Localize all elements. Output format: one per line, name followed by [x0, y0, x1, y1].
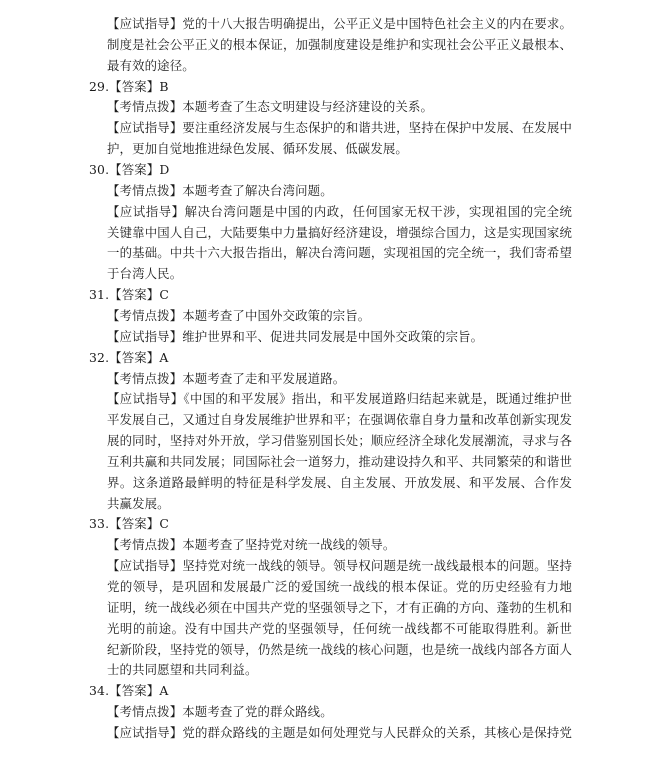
answer-heading: 33.【答案】C [89, 516, 169, 532]
text-line: 纪新阶段，坚持党的领导，仍然是统一战线的核心问题，也是统一战线内部各方面人 [107, 641, 572, 657]
text-line: 展的同时，坚持对外开放，学习借鉴别国长处；顺应经济全球化发展潮流，寻求与各 [107, 433, 572, 448]
text-line: 于台湾人民。 [107, 266, 183, 282]
answer-heading: 31.【答案】C [89, 287, 169, 303]
text-line: 【考情点拨】本题考查了坚持党对统一战线的领导。 [107, 537, 396, 553]
text-line: 【考情点拨】本题考查了生态文明建设与经济建设的关系。 [107, 99, 434, 115]
text-line: 界。这条道路最鲜明的特征是科学发展、自主发展、开放发展、和平发展、合作发 [107, 474, 572, 490]
answer-heading: 34.【答案】A [89, 683, 169, 699]
text-line: 共赢发展。 [107, 495, 170, 511]
text-line: 【应试指导】解决台湾问题是中国的内政，任何国家无权干涉，实现祖国的完全统 [107, 203, 572, 219]
text-line: 【应试指导】维护世界和平、促进共同发展是中国外交政策的宗旨。 [107, 328, 484, 344]
text-line: 最有效的途径。 [107, 57, 195, 73]
text-line: 平发展自己，又通过自身发展维护世界和平；在强调依靠自身力量和改革创新实现发 [107, 412, 572, 428]
text-line: 党的领导，是巩固和发展最广泛的爱国统一战线的根本保证。党的历史经验有力地 [107, 579, 572, 594]
text-line: 【考情点拨】本题考查了走和平发展道路。 [107, 370, 346, 386]
text-line: 【应试指导】党的群众路线的主题是如何处理党与人民群众的关系，其核心是保持党 [107, 724, 572, 740]
text-line: 证明，统一战线必须在中国共产党的坚强领导之下，才有正确的方向、蓬勃的生机和 [107, 599, 572, 615]
text-line: 【应试指导】《中国的和平发展》指出，和平发展道路归结起来就是，既通过维护世 [107, 391, 572, 407]
text-line: 制度是社会公平正义的根本保证，加强制度建设是维护和实现社会公平正义最根本、 [107, 36, 572, 52]
text-line: 【应试指导】要注重经济发展与生态保护的和谐共进，坚持在保护中发展、在发展中 [107, 120, 572, 136]
text-line: 【应试指导】党的十八大报告明确提出，公平正义是中国特色社会主义的内在要求。 [107, 16, 572, 31]
text-line: 【考情点拨】本题考查了解决台湾问题。 [107, 182, 333, 198]
text-line: 【应试指导】坚持党对统一战线的领导。领导权问题是统一战线最根本的问题。坚持 [107, 558, 572, 574]
text-line: 士的共同愿望和共同利益。 [107, 662, 258, 678]
answer-heading: 30.【答案】D [89, 162, 170, 177]
answer-heading: 32.【答案】A [89, 349, 169, 365]
answer-heading: 29.【答案】B [89, 78, 169, 94]
text-line: 一的基础。中共十六大报告指出，解决台湾问题，实现祖国的完全统一，我们寄希望 [107, 245, 572, 261]
text-line: 互利共赢和共同发展；同国际社会一道努力，推动建设持久和平、共同繁荣的和谐世 [107, 453, 572, 469]
text-line: 护，更加自觉地推进绿色发展、循环发展、低碳发展。 [107, 141, 408, 157]
text-line: 【考情点拨】本题考查了党的群众路线。 [107, 704, 333, 720]
text-line: 关键靠中国人自己，大陆要集中力量搞好经济建设，增强综合国力，这是实现国家统 [107, 224, 572, 240]
text-line: 【考情点拨】本题考查了中国外交政策的宗旨。 [107, 307, 371, 323]
text-line: 光明的前途。没有中国共产党的坚强领导，任何统一战线都不可能取得胜利。新世 [107, 620, 572, 636]
